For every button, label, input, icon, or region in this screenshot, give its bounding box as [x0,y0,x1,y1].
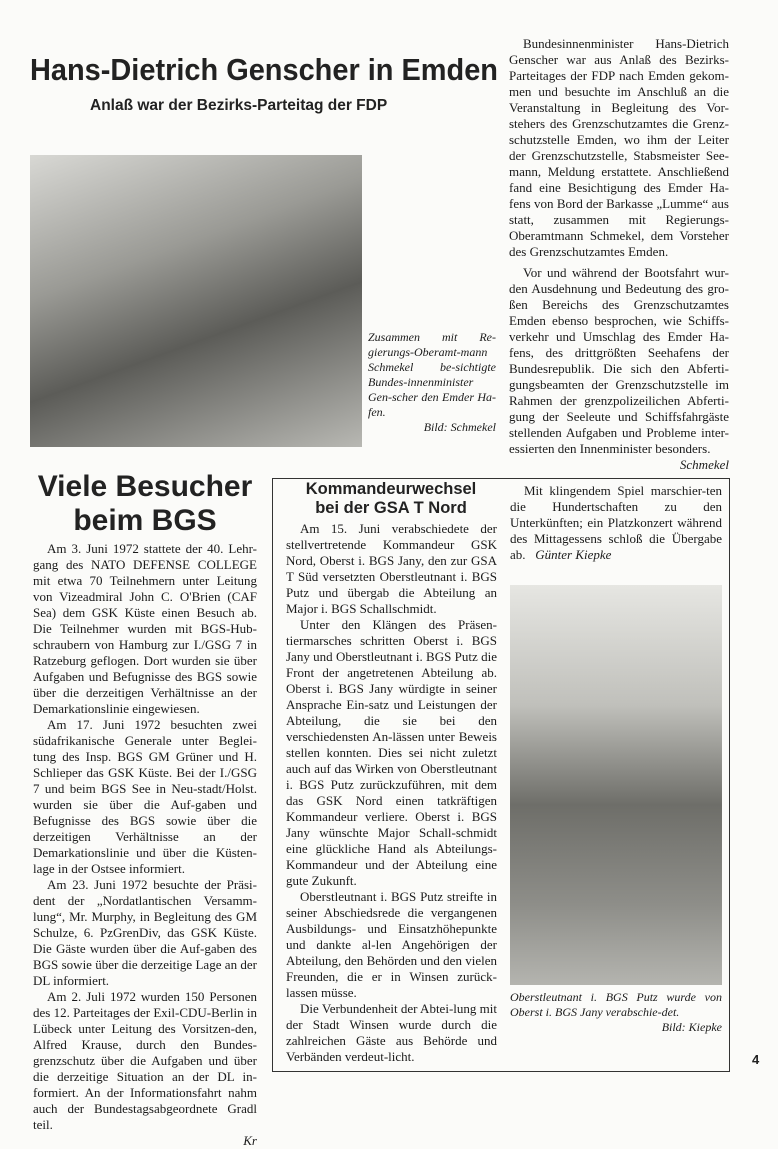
photo-officers-saluting [510,585,722,985]
paragraph: Bundesinnenminister Hans-Dietrich Genscher war aus Anlaß des Bezirks-Parteitages der FDP nach Emden gekom-men und besuchte im Anschluß an die Veranstaltung in Begleitung des Vor-stehers des Grenzschutzamtes die Grenz-schutzstelle Emden, wo ihm der Leiter der Grenzschutzstelle, Stabsmeister See-mann, Meldung erstattete. Anschließend fand eine Besichtigung des Emder Ha-fens von Bord der Barkasse „Lumme“ aus statt, zusammen mit Regierungs-Oberamtmann Schmekel, dem Vorsteher des Grenzschutzamtes Emden. [509,36,729,259]
headline-kommandeur [280,480,502,518]
signature: Schmekel [679,457,729,472]
article-kommandeur-body [286,521,497,1065]
headline-line: beim BGS [73,504,217,537]
article-besucher-body [33,541,257,1149]
photo-caption-genscher [368,330,496,435]
headline-line: bei der GSA T Nord [315,499,467,517]
headline-line: Kommandeurwechsel [305,480,477,498]
paragraph-text: Mit klingendem Spiel marschier-ten die Hundertschaften zu den Unterkünften; ein Platzkonzert während des Mittagessens schloß die Übergabe ab. [510,483,722,562]
paragraph: Vor und während der Bootsfahrt wur-den Ausdehnung und Bedeutung des gro-ßen Bereichs des Grenzschutzamtes Emden ebenso besprochen, wie Schiffs-verkehr und Umschlag des Emder Ha-fens, des drittgrößten Seehafens der Bundesrepublik. Die sich den Abferti-gungsbeamten der Grenzschutzstelle im Rahmen der grenzpolizeilichen Abferti-gung der Seeleute und Schiffsfahrgäste stellenden Aufgaben und Probleme inter-essierten den Innenminister besonders. [509,265,729,456]
paragraph: Oberstleutnant i. BGS Putz streifte in seiner Abschiedsrede die vergangenen Ausbildungs- und Einsatzhöhepunkte und dankte al-len Angehörigen der Abteilung, den Behörden und den vielen Freunden, die er in Winsen zurück-lassen müsse. [286,889,497,1000]
headline-line-wrap [280,480,502,499]
subheadline-genscher: Anlaß war der Bezirks-Parteitag der FDP [90,97,388,114]
signature: Kr [243,1133,257,1148]
photo-caption-kommandeur [510,990,722,1035]
paragraph: Am 15. Juni verabschiedete der stellvertretende Kommandeur GSK Nord, Oberst i. BGS Jany, den zur GSA T Süd versetzten Oberstleutnant i. BGS Putz und übergab die Abteilung an Major i. BGS Schallschmidt. [286,521,497,616]
headline-line-wrap [30,504,260,538]
article-kommandeur-continued [510,483,722,563]
signature: Günter Kiepke [535,547,612,562]
paragraph: Am 2. Juli 1972 wurden 150 Personen des 12. Parteitages der Exil-CDU-Berlin in Lübeck unter Leitung des Vorsitzen-den, Alfred Krause, durch den Bundes-grenzschutz über die Aufgaben und über die derzeitige Situation an der DL in-formiert. An der Informationsfahrt nahm auch der Bundestagsabgeordnete Gradl teil. [33,989,257,1132]
headline-genscher-wrap [30,52,498,88]
headline-line-wrap [280,499,502,518]
paragraph: Am 3. Juni 1972 stattete der 40. Lehr-gang des NATO DEFENSE COLLEGE mit etwa 70 Teilnehmern unter Leitung von Vizeadmiral John C. O'Brien (CAF Sea) dem GSK Küste einen Besuch ab. Die Teilnehmer wurden mit BGS-Hub-schraubern von Hamburg zur I./GSG 7 in Ratzeburg geflogen. Dort wurden sie über Aufgaben und Befugnisse des BGS sowie über die derzeitigen Verhältnisse an der Demarkationslinie eingewiesen. [33,541,257,716]
photo-credit: Bild: Schmekel [423,420,496,434]
paragraph: Unter den Klängen des Präsen-tiermarsches schritten Oberst i. BGS Jany und Oberstleutnant i. BGS Putz die Front der angetretenen Abteilung ab. Oberst i. BGS Jany würdigte in seiner Ansprache Ein-satz und Leistungen der Abteilung, die sie bei den verschiedensten An-lässen unter Beweis stellen konnten. Dies sei nicht zuletzt auch auf das Wirken von Oberstleutnant i. BGS Putz zurückzuführen, mit dem das GSK Nord einen tatkräftigen Kommandeur verliere. Oberst i. BGS Jany wünschte Major Schall-schmidt eine glückliche Hand als Abteilungs-Kommandeur und der Abteilung eine gute Zukunft. [286,617,497,888]
paragraph [510,483,722,563]
caption-text: Zusammen mit Re-gierungs-Oberamt-mann Schmekel be-sichtigte Bundes-innenminister Gen-scher den Emder Ha-fen. [368,330,496,419]
headline-line-wrap [30,470,260,504]
headline-besucher [30,470,260,538]
photo-credit: Bild: Kiepke [661,1020,722,1034]
paragraph: Die Verbundenheit der Abtei-lung mit der Stadt Winsen wurde durch die zahlreichen Gäste aus Behörde und Verbänden verdeut-licht. [286,1001,497,1064]
headline-line: Viele Besucher [37,470,253,503]
paragraph: Am 23. Juni 1972 besuchte der Präsi-dent der „Nordatlantischen Versamm-lung“, Mr. Murphy, in Begleitung des GM Schulze, 6. PzGrenDiv, das GSK Küste. Die Gäste wurden über die Auf-gaben des BGS sowie über die derzeitige Lage an der DL informiert. [33,877,257,988]
photo-genscher-boat [30,155,362,447]
caption-text: Oberstleutnant i. BGS Putz wurde von Oberst i. BGS Jany verabschie-det. [510,990,722,1019]
headline-genscher: Hans-Dietrich Genscher in Emden [30,52,498,87]
page-number: 4 [752,1052,760,1067]
article-genscher-body [509,36,729,473]
subheadline-genscher-wrap [90,96,490,116]
paragraph: Am 17. Juni 1972 besuchten zwei südafrikanische Generale unter Beglei-tung des Insp. BGS GM Grüner und H. Schlieper das GSK Küste. Bei der I./GSG 7 und beim BGS See in Neu-stadt/Holst. wurden sie über die Auf-gaben und Befugnisse des BGS sowie über die derzeitigen Verhältnisse an der Demarkationslinie und über die Küsten-lage in der Ostsee informiert. [33,717,257,876]
